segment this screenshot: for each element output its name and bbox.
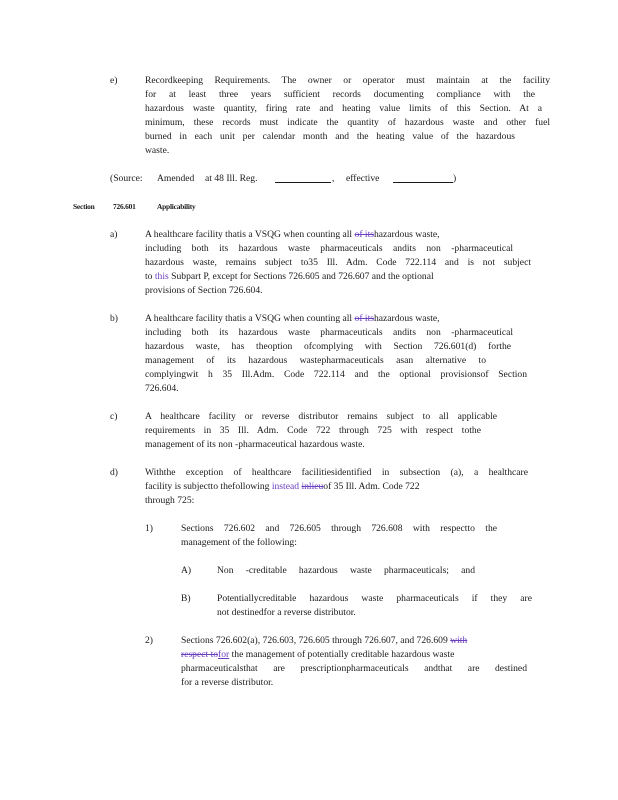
para-e-line: for at least three years sufficient records documenting compliance with the xyxy=(145,89,535,100)
item-B-line: not destinedfor a reverse distributor. xyxy=(217,607,356,618)
item-2-label: 2) xyxy=(145,635,153,646)
item-1-label: 1) xyxy=(145,523,153,534)
para-d-line2: facility is subjectto thefollowing instead inlieuof 35 Ill. Adm. Code 722 xyxy=(145,481,420,492)
section-number: 726.601 xyxy=(113,202,136,211)
item-2-line2: respect tofor the management of potentially creditable hazardous waste xyxy=(181,649,455,660)
para-e-line: Recordkeeping Requirements. The owner or operator must maintain at the facility xyxy=(145,75,550,86)
item-2-line1: Sections 726.602(a), 726.603, 726.605 through 726.607, and 726.609 with xyxy=(181,635,468,646)
para-e-line: waste. xyxy=(145,145,170,156)
deleted-text: with xyxy=(450,635,468,646)
inserted-text: this xyxy=(154,271,169,282)
effective-blank xyxy=(393,173,453,183)
para-b-line: complyingwit h 35 Ill.Adm. Code 722.114 and the optional provisionsof Section xyxy=(145,369,527,380)
deleted-text: inlieu xyxy=(301,481,324,492)
para-e-line: minimum, these records must indicate the quantity of hazardous waste and other fuel xyxy=(145,117,550,128)
inserted-text: instead xyxy=(271,481,300,492)
para-c-line: requirements in 35 Ill. Adm. Code 722 through 725 with respect tothe xyxy=(145,425,481,436)
para-a-line: hazardous waste, remains subject to35 Ill. Adm. Code 722.114 and is not subject xyxy=(145,257,531,268)
deleted-text: of its xyxy=(354,313,374,324)
deleted-text: respect to xyxy=(181,649,219,660)
source-amended: Amended xyxy=(157,173,195,184)
item-A-label: A) xyxy=(181,565,192,576)
para-e-line: hazardous waste quantity, firing rate and heating value limits of this Section. At a xyxy=(145,103,542,114)
section-title: Applicability xyxy=(157,202,196,211)
para-e-label: e) xyxy=(110,75,118,86)
source-register: at 48 Ill. Reg. xyxy=(205,173,258,184)
para-b-line1: A healthcare facility thatis a VSQG when counting all of itshazardous waste, xyxy=(145,313,440,324)
para-b-line: including both its hazardous waste pharmaceuticals andits non -pharmaceutical xyxy=(145,327,513,338)
para-d-line: Withthe exception of healthcare facilitiesidentified in subsection (a), a healthcare xyxy=(145,467,528,478)
item-1-line: Sections 726.602 and 726.605 through 726.608 with respectto the xyxy=(181,523,497,534)
para-a-line1: A healthcare facility thatis a VSQG when counting all of itshazardous waste, xyxy=(145,229,440,240)
para-b-label: b) xyxy=(110,313,118,324)
inserted-text: for xyxy=(218,649,230,660)
para-c-line: A healthcare facility or reverse distributor remains subject to all applicable xyxy=(145,411,497,422)
item-A-line: Non -creditable hazardous waste pharmaceuticals; and xyxy=(217,565,475,576)
para-b-line: management of its hazardous wastepharmaceuticals asan alternative to xyxy=(145,355,486,366)
para-d-line: through 725: xyxy=(145,495,195,506)
item-B-label: B) xyxy=(181,593,191,604)
para-b-line: 726.604. xyxy=(145,383,179,394)
para-c-line: management of its non -pharmaceutical hazardous waste. xyxy=(145,439,365,450)
source-open: (Source: xyxy=(110,173,143,184)
para-a-line: including both its hazardous waste pharmaceuticals andits non -pharmaceutical xyxy=(145,243,513,254)
para-e-line: burned in each unit per calendar month and the heating value of the hazardous xyxy=(145,131,515,142)
para-d-label: d) xyxy=(110,467,118,478)
register-blank xyxy=(275,173,331,183)
section-word: Section xyxy=(73,202,95,211)
para-a-label: a) xyxy=(110,229,118,240)
source-effective: effective xyxy=(346,173,380,184)
para-a-line4: to this Subpart P, except for Sections 726.605 and 726.607 and the optional xyxy=(145,271,434,282)
item-2-line: pharmaceuticalsthat are prescriptionpharmaceuticals andthat are destined xyxy=(181,663,527,674)
deleted-text: of its xyxy=(354,229,374,240)
source-close: ) xyxy=(453,173,457,184)
para-a-line: provisions of Section 726.604. xyxy=(145,285,263,296)
item-1-line: management of the following: xyxy=(181,537,297,548)
para-b-line: hazardous waste, has theoption ofcomplying with Section 726.601(d) forthe xyxy=(145,341,511,352)
para-c-label: c) xyxy=(110,411,118,422)
item-B-line: Potentiallycreditable hazardous waste pharmaceuticals if they are xyxy=(217,593,532,604)
item-2-line: for a reverse distributor. xyxy=(181,677,274,688)
